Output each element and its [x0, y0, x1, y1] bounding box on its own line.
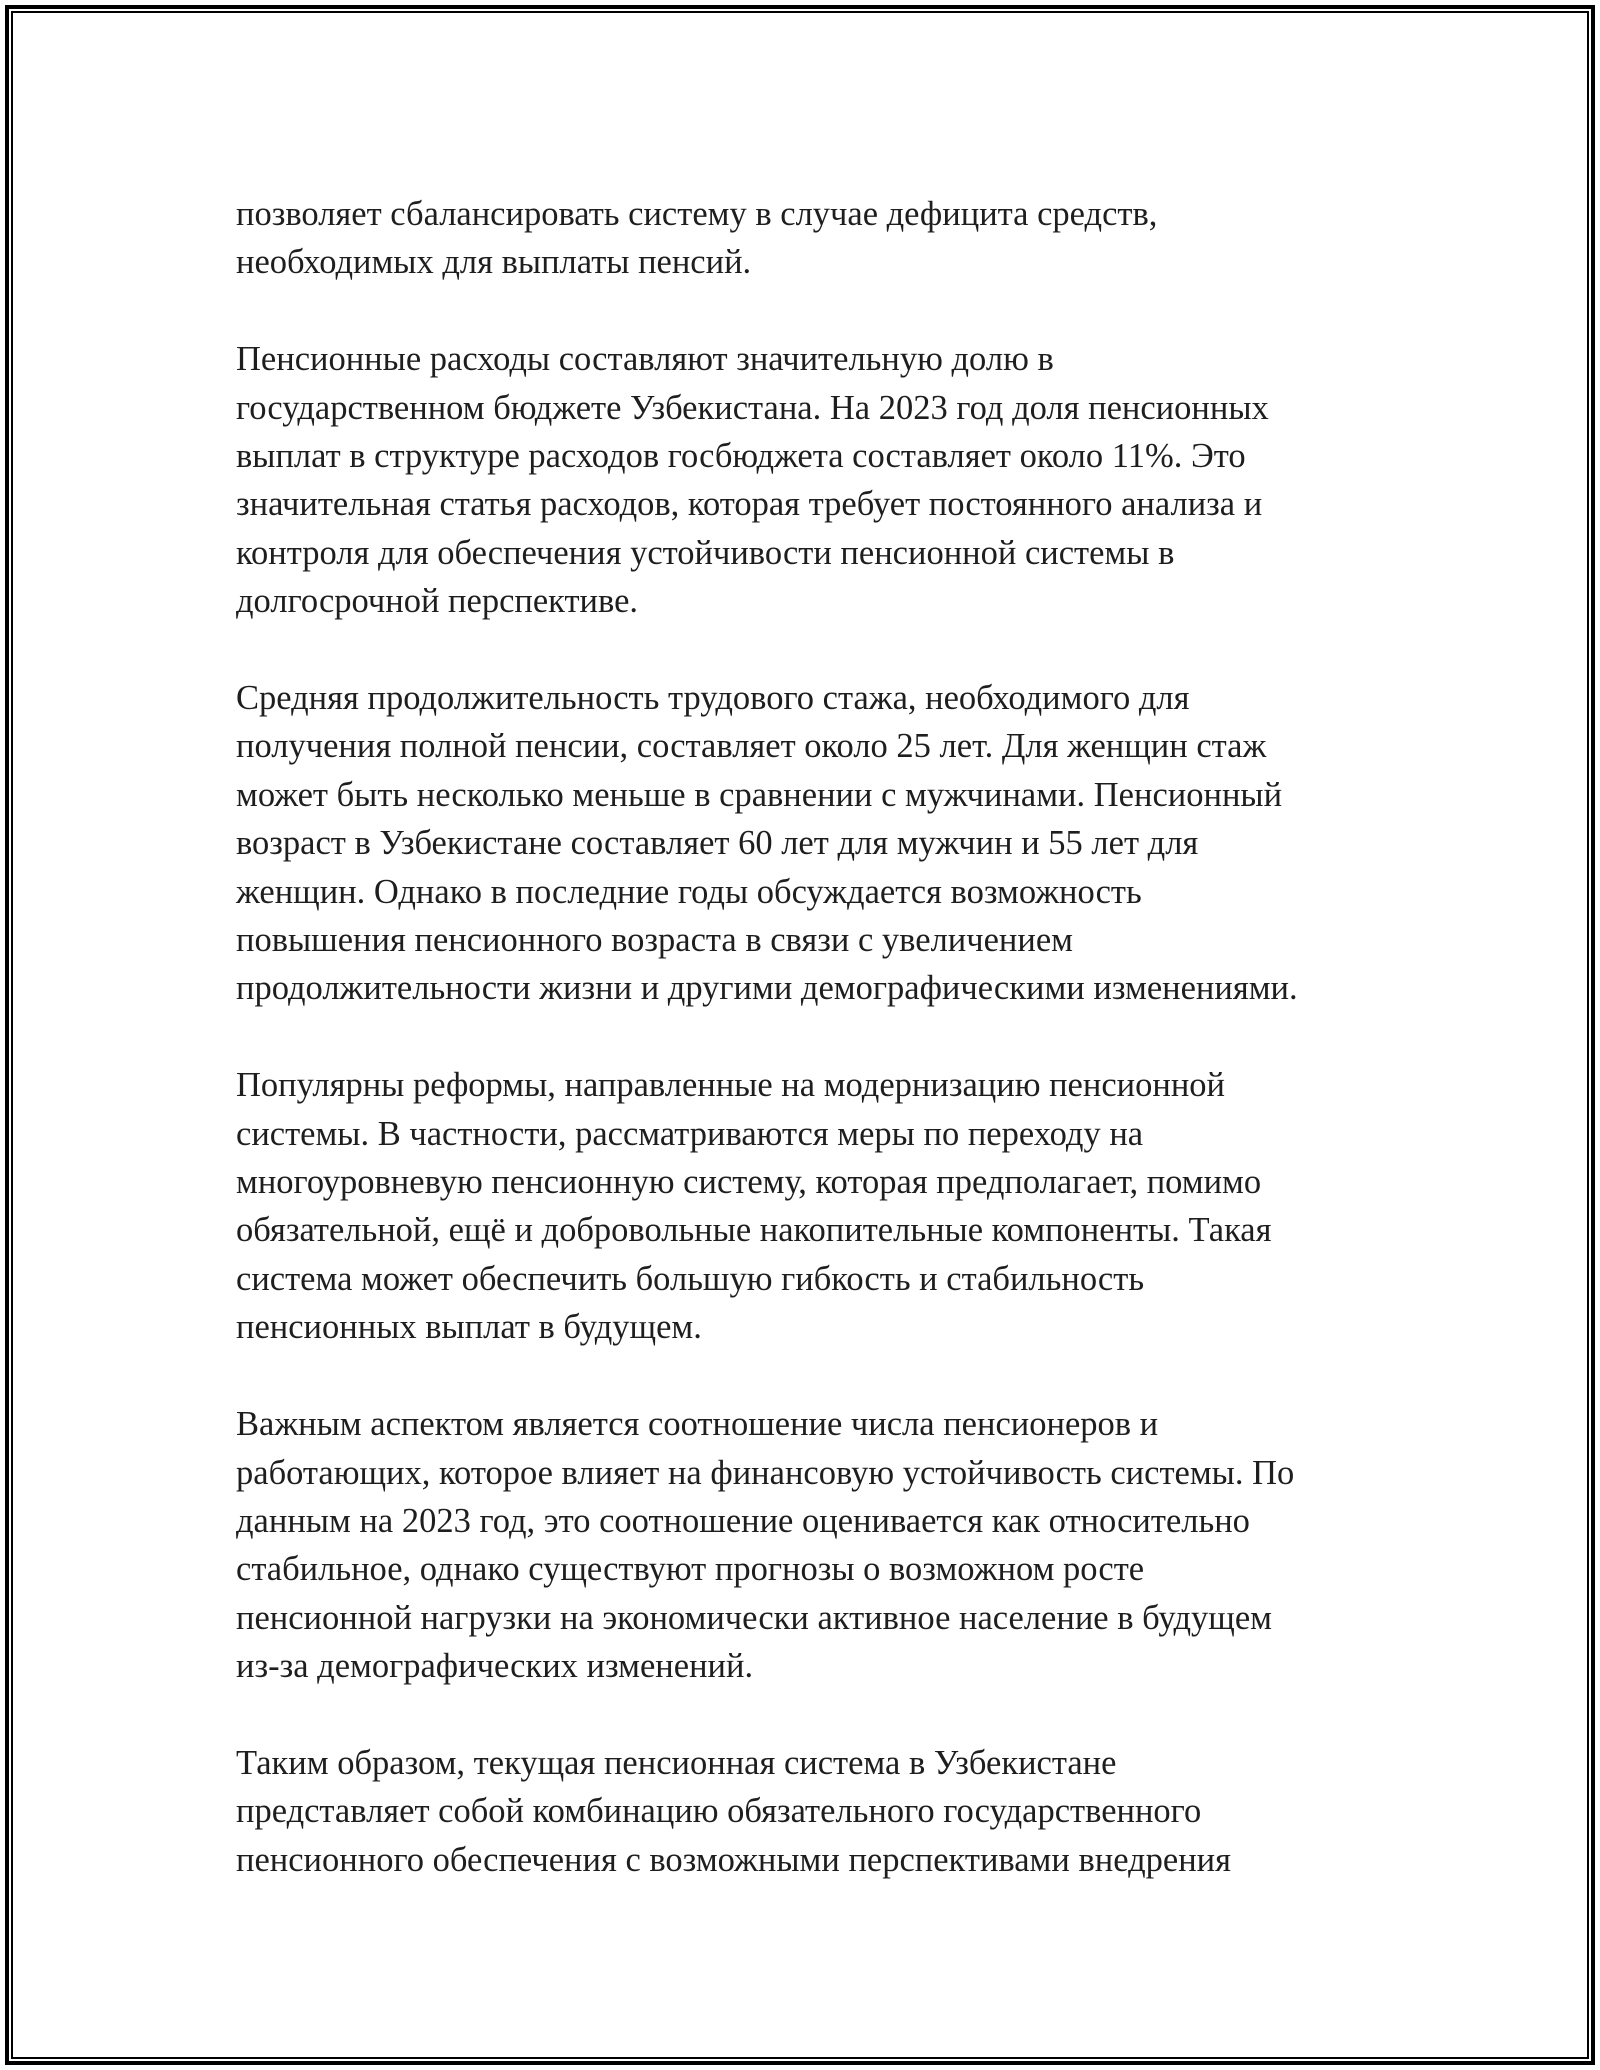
text-line: контроля для обеспечения устойчивости пенсионной системы в: [236, 533, 1175, 572]
paragraph: [236, 335, 1436, 625]
text-line: из-за демографических изменений.: [236, 1647, 754, 1686]
text-line: Таким образом, текущая пенсионная система в Узбекистане: [236, 1743, 1117, 1782]
paragraph: [236, 190, 1436, 287]
paragraph: [236, 1400, 1436, 1690]
text-line: Пенсионные расходы составляют значительную долю в: [236, 340, 1054, 379]
text-line: пенсионных выплат в будущем.: [236, 1308, 702, 1347]
text-line: может быть несколько меньше в сравнении с мужчинами. Пенсионный: [236, 775, 1283, 814]
text-line: многоуровневую пенсионную систему, которая предполагает, помимо: [236, 1163, 1262, 1202]
text-line: представляет собой комбинацию обязательного государственного: [236, 1792, 1202, 1831]
text-line: пенсионного обеспечения с возможными перспективами внедрения: [236, 1840, 1231, 1879]
text-line: Важным аспектом является соотношение числа пенсионеров и: [236, 1405, 1159, 1444]
text-line: системы. В частности, рассматриваются меры по переходу на: [236, 1114, 1144, 1153]
text-line: система может обеспечить большую гибкость и стабильность: [236, 1259, 1145, 1298]
text-line: необходимых для выплаты пенсий.: [236, 243, 752, 282]
paragraph: [236, 674, 1436, 1013]
paragraph: [236, 1061, 1436, 1351]
text-line: продолжительности жизни и другими демографическими изменениями.: [236, 969, 1298, 1008]
text-line: значительная статья расходов, которая требует постоянного анализа и: [236, 485, 1263, 524]
text-line: возраст в Узбекистане составляет 60 лет для мужчин и 55 лет для: [236, 824, 1199, 863]
text-line: получения полной пенсии, составляет около 25 лет. Для женщин стаж: [236, 727, 1267, 766]
text-line: женщин. Однако в последние годы обсуждается возможность: [236, 872, 1142, 911]
text-line: повышения пенсионного возраста в связи с увеличением: [236, 921, 1073, 960]
text-line: государственном бюджете Узбекистана. На 2023 год доля пенсионных: [236, 388, 1269, 427]
text-line: выплат в структуре расходов госбюджета составляет около 11%. Это: [236, 437, 1246, 476]
text-line: Популярны реформы, направленные на модернизацию пенсионной: [236, 1066, 1225, 1105]
text-line: стабильное, однако существуют прогнозы о возможном росте: [236, 1550, 1145, 1589]
text-line: пенсионной нагрузки на экономически активное население в будущем: [236, 1598, 1272, 1637]
text-line: позволяет сбалансировать систему в случае дефицита средств,: [236, 195, 1158, 233]
document-body: [236, 190, 1436, 1933]
text-line: Средняя продолжительность трудового стажа, необходимого для: [236, 679, 1190, 718]
text-line: долгосрочной перспективе.: [236, 582, 639, 621]
text-line: данным на 2023 год, это соотношение оценивается как относительно: [236, 1501, 1250, 1540]
text-line: работающих, которое влияет на финансовую устойчивость системы. По: [236, 1453, 1295, 1492]
text-line: обязательной, ещё и добровольные накопительные компоненты. Такая: [236, 1211, 1272, 1250]
paragraph: [236, 1739, 1436, 1884]
